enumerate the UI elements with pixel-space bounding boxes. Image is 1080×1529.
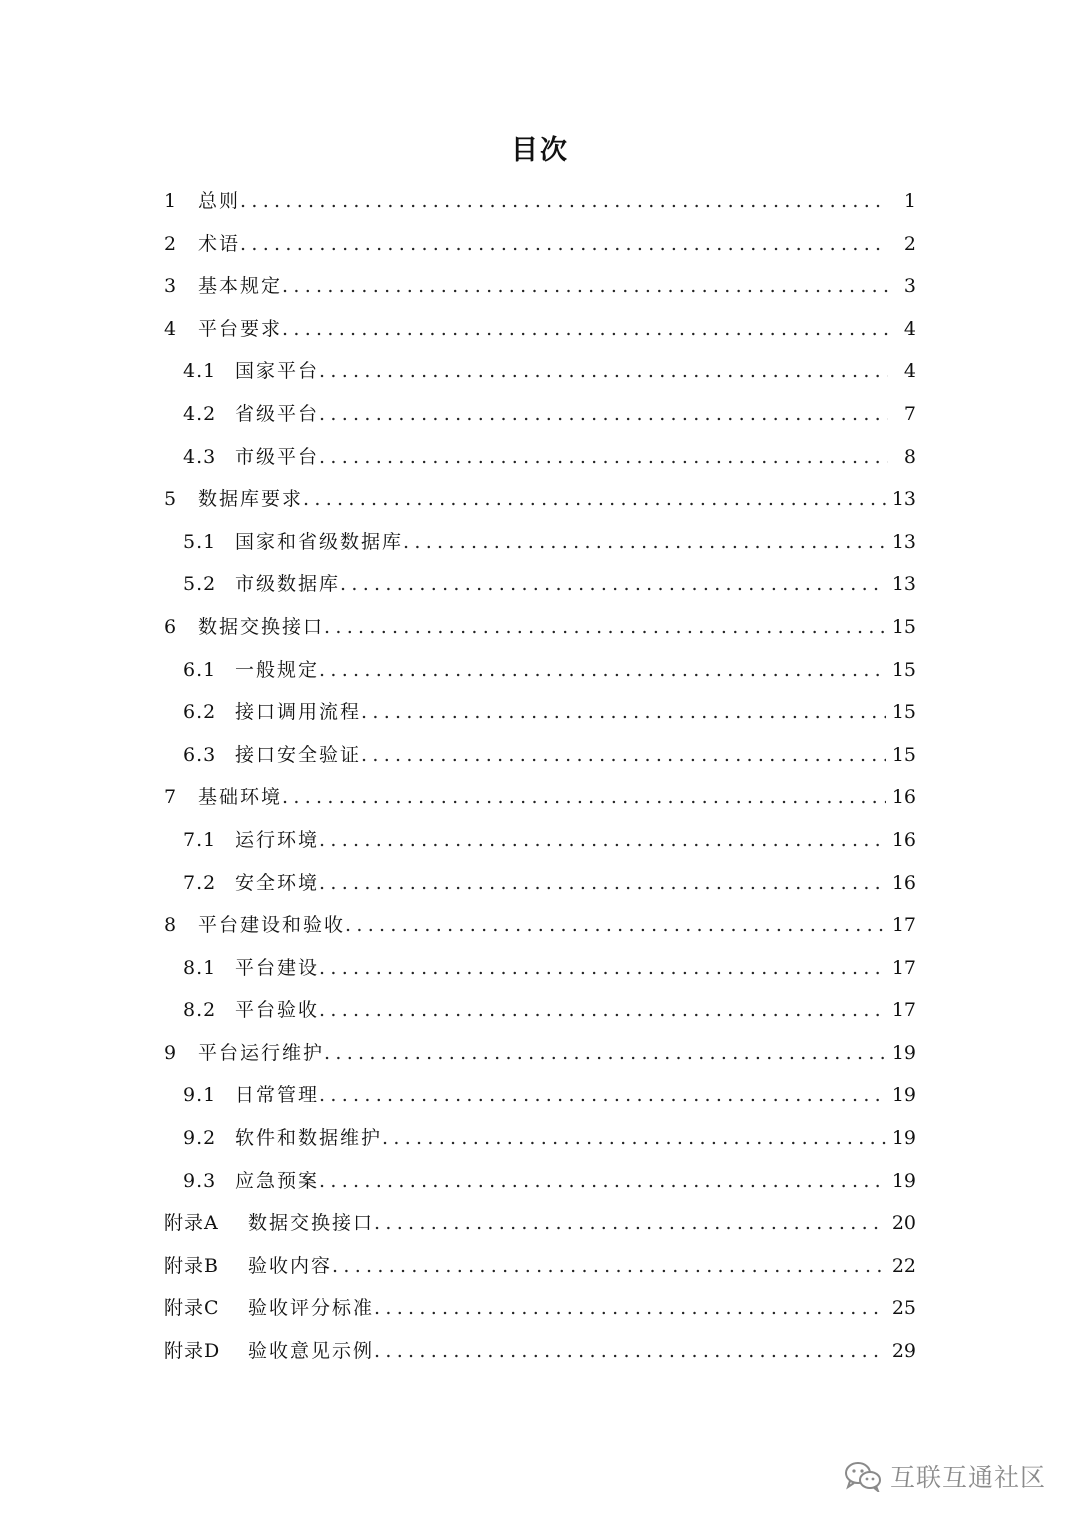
toc-entry-label: 市级数据库 [235,573,341,596]
toc-entry-number: 8 [164,914,177,937]
toc-entry-number: 2 [164,232,177,255]
toc-entry-page: 1 [903,190,916,212]
toc-entry[interactable] [164,1074,916,1117]
toc-entry-number: 4.3 [183,445,217,468]
toc-entry-label: 接口安全验证 [235,743,362,766]
toc-entry-page: 16 [891,871,916,894]
toc-entry[interactable] [164,563,916,606]
toc-leader-dots [361,691,886,734]
toc-entry-number: 7.2 [183,871,217,894]
toc-leader-dots [403,521,886,564]
toc-entry-label: 术语 [198,232,241,255]
toc-leader-dots [303,478,886,521]
toc-entry-number: 5.2 [183,573,217,596]
toc-leader-dots [319,862,886,905]
toc-entry-number: 6.3 [183,743,217,766]
toc-entry[interactable] [164,1160,916,1203]
toc-entry-label: 数据库要求 [198,488,304,511]
toc-entry-number: 6 [164,615,177,638]
toc-entry-label: 省级平台 [235,402,320,425]
toc-leader-dots [340,563,886,606]
toc-entry-page: 3 [903,275,916,298]
toc-entry-number: 9.2 [183,1127,217,1150]
toc-entry[interactable] [164,776,916,819]
toc-entry[interactable] [164,478,916,521]
toc-leader-dots [382,1117,886,1160]
toc-entry-label: 验收评分标准 [248,1297,375,1320]
toc-entry-page: 15 [891,743,916,766]
toc-leader-dots [282,776,886,819]
toc-entry-label: 基本规定 [198,275,283,298]
toc-entry[interactable] [164,691,916,734]
toc-entry[interactable] [164,1032,916,1075]
toc-entry-page: 19 [891,1041,916,1064]
toc-entry-label: 日常管理 [235,1084,320,1107]
toc-leader-dots [319,1160,886,1203]
toc-entry-number: 8.1 [183,956,217,979]
toc-entry-page: 2 [903,232,916,255]
toc-entry-label: 平台运行维护 [198,1041,325,1064]
toc-entry[interactable] [164,1117,916,1160]
toc-entry-page: 29 [891,1340,916,1363]
toc-entry-number: 4.1 [183,360,217,383]
toc-entry-page: 8 [903,445,916,468]
toc-entry-label: 基础环境 [198,786,283,809]
toc-entry-label: 一般规定 [235,658,320,681]
toc-entry-page: 19 [891,1169,916,1192]
toc-entry[interactable] [164,819,916,862]
toc-entry-number: 9 [164,1041,177,1064]
toc-entry-label: 国家和省级数据库 [235,530,404,553]
toc-entry-page: 4 [903,317,916,340]
toc-entry-label: 验收意见示例 [248,1340,375,1363]
toc-entry-label: 验收内容 [248,1254,333,1277]
toc-leader-dots [374,1330,886,1373]
toc-entry-page: 13 [891,488,916,511]
toc-entry-label: 平台要求 [198,317,283,340]
wechat-icon [844,1460,882,1492]
toc-entry-number: 9.1 [183,1084,217,1107]
watermark [844,1458,1046,1494]
toc-leader-dots [319,350,888,393]
toc-entry-page: 4 [903,360,916,383]
toc-leader-dots [332,1245,886,1288]
toc-entry-page: 19 [891,1084,916,1107]
toc-entry-page: 19 [891,1127,916,1150]
toc-entry[interactable] [164,1202,916,1245]
toc-entry-page: 17 [891,999,916,1022]
toc-leader-dots [282,308,888,351]
toc-entry[interactable] [164,1330,916,1373]
toc-entry[interactable] [164,734,916,777]
toc-entry[interactable] [164,606,916,649]
toc-entry-page: 25 [891,1297,916,1320]
toc-leader-dots [240,223,888,266]
toc-entry-label: 平台验收 [235,999,320,1022]
toc-entry-label: 安全环境 [235,871,320,894]
toc-entry-page: 17 [891,914,916,937]
toc-entry[interactable] [164,947,916,990]
toc-entry-label: 数据交换接口 [248,1212,375,1235]
toc-entry-label: 应急预案 [235,1169,320,1192]
toc-leader-dots [374,1287,886,1330]
toc-leader-dots [319,1074,886,1117]
toc-entry[interactable] [164,265,916,308]
toc-leader-dots [324,606,886,649]
toc-entry[interactable] [164,223,916,266]
watermark-text: 互联互通社区 [889,1463,1046,1492]
toc-entry-number: 6.2 [183,701,217,724]
toc-entry[interactable] [164,350,916,393]
toc-entry[interactable] [164,393,916,436]
toc-entry-number: 3 [164,275,177,298]
toc-entry[interactable] [164,904,916,947]
toc-entry-number: 7 [164,786,177,809]
toc-entry-number: 4 [164,317,177,340]
toc-entry[interactable] [164,180,916,223]
toc-leader-dots [345,904,886,947]
toc-leader-dots [240,180,888,223]
toc-entry-page: 13 [891,573,916,596]
toc-entry-label: 接口调用流程 [235,701,362,724]
toc-entry-label: 软件和数据维护 [235,1127,383,1150]
toc-entry-page: 16 [891,828,916,851]
toc-leader-dots [319,989,886,1032]
toc-entry-number: 8.2 [183,999,217,1022]
toc-entry[interactable] [164,308,916,351]
toc-entry[interactable] [164,989,916,1032]
toc-entry-page: 7 [903,402,916,425]
toc-leader-dots [374,1202,886,1245]
toc-leader-dots [361,734,886,777]
toc-entry-number: 附录D [164,1340,221,1363]
toc-entry-page: 20 [891,1212,916,1235]
toc-entry-label: 国家平台 [235,360,320,383]
table-of-contents [164,180,916,1373]
toc-leader-dots [282,265,888,308]
toc-entry-number: 附录C [164,1297,220,1320]
toc-entry[interactable] [164,862,916,905]
toc-entry-label: 平台建设 [235,956,320,979]
toc-entry-number: 4.2 [183,402,217,425]
toc-entry-page: 22 [891,1254,916,1277]
toc-leader-dots [324,1032,886,1075]
toc-entry-number: 7.1 [183,828,217,851]
toc-entry-page: 15 [891,658,916,681]
toc-entry-number: 附录A [164,1212,219,1235]
toc-entry-number: 5 [164,488,177,511]
toc-entry-label: 总则 [198,190,241,212]
toc-leader-dots [319,649,886,692]
toc-entry[interactable] [164,1287,916,1330]
toc-entry-label: 平台建设和验收 [198,914,346,937]
page-title: 目次 [511,135,569,166]
toc-leader-dots [319,436,888,479]
toc-leader-dots [319,947,886,990]
toc-entry-label: 运行环境 [235,828,320,851]
toc-entry-page: 16 [891,786,916,809]
toc-leader-dots [319,393,888,436]
toc-entry-page: 13 [891,530,916,553]
toc-entry-page: 15 [891,701,916,724]
toc-entry[interactable] [164,436,916,479]
toc-entry-number: 1 [164,190,177,212]
toc-entry-label: 市级平台 [235,445,320,468]
toc-entry-page: 15 [891,615,916,638]
toc-entry[interactable] [164,1245,916,1288]
toc-entry-label: 数据交换接口 [198,615,325,638]
toc-entry[interactable] [164,649,916,692]
toc-entry-number: 9.3 [183,1169,217,1192]
toc-entry[interactable] [164,521,916,564]
toc-entry-number: 6.1 [183,658,217,681]
toc-leader-dots [319,819,886,862]
toc-entry-page: 17 [891,956,916,979]
toc-entry-number: 附录B [164,1254,219,1277]
toc-entry-number: 5.1 [183,530,217,553]
